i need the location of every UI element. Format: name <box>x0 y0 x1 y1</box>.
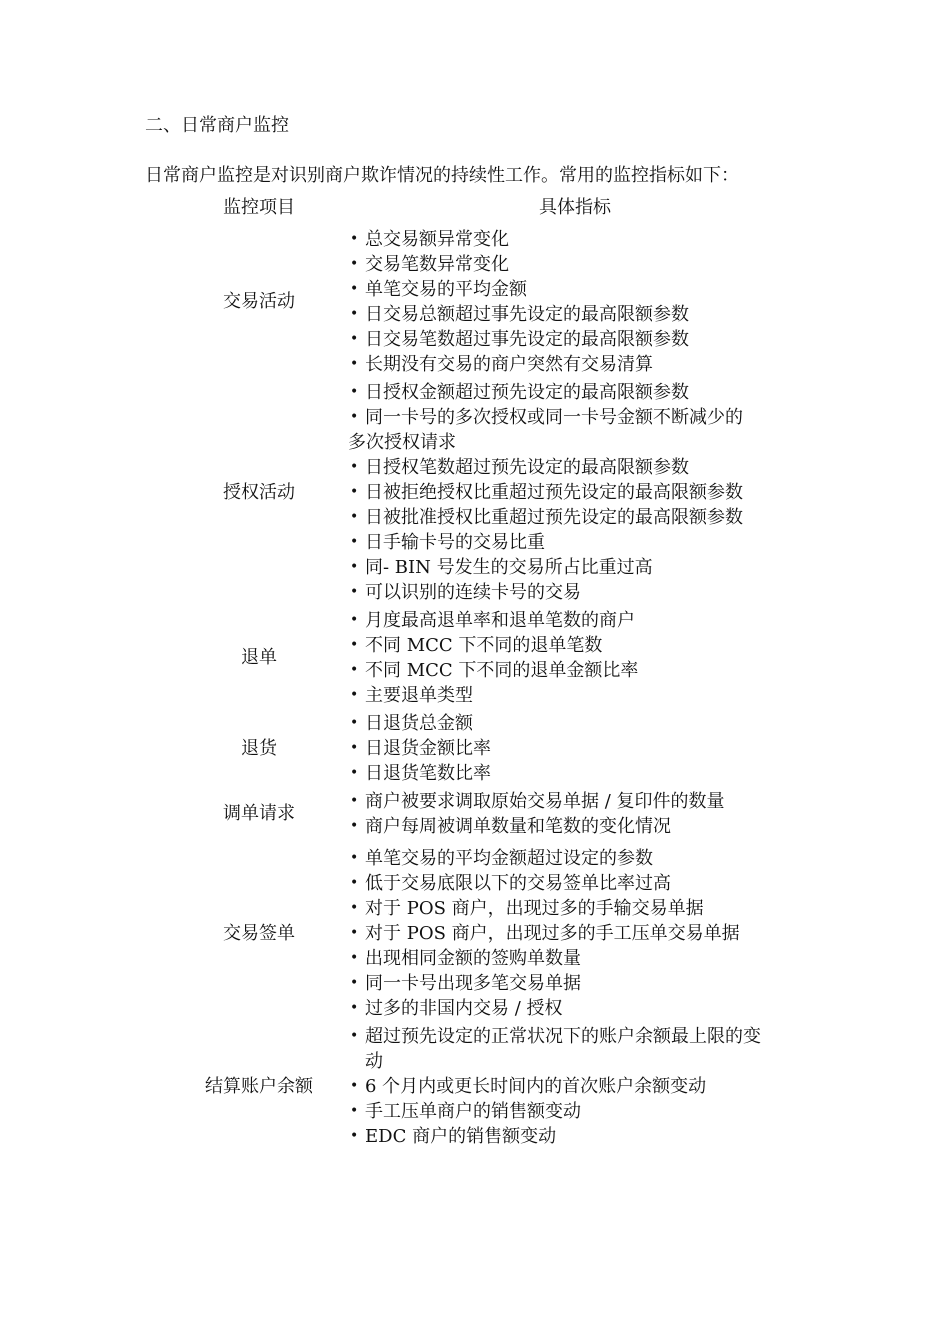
list-item: • 月度最高退单率和退单笔数的商户 <box>350 610 635 631</box>
group-transaction-activity <box>0 227 950 377</box>
indicator-list <box>350 789 810 839</box>
group-transaction-slips <box>0 846 950 1021</box>
monitoring-table <box>0 196 950 1149</box>
group-category: 交易签单 <box>223 922 295 944</box>
list-item: • 商户每周被调单数量和笔数的变化情况 <box>350 816 671 837</box>
group-chargeback <box>0 608 950 708</box>
list-item: • 日手输卡号的交易比重 <box>350 532 545 553</box>
list-item: • 低于交易底限以下的交易签单比率过高 <box>350 873 671 894</box>
list-item: • 不同 MCC 下不同的退单笔数 <box>350 635 603 656</box>
list-item: • 超过预先设定的正常状况下的账户余额最上限的变 <box>350 1026 761 1047</box>
list-item: • 6 个月内或更长时间内的首次账户余额变动 <box>350 1076 707 1097</box>
header-category: 监控项目 <box>223 197 295 218</box>
group-retrieval-request <box>0 789 950 839</box>
section-title: 二、日常商户监控 <box>145 115 289 136</box>
list-item: • 日退货笔数比率 <box>350 763 491 784</box>
list-item: • 单笔交易的平均金额超过设定的参数 <box>350 848 653 869</box>
list-item: • 单笔交易的平均金额 <box>350 279 527 300</box>
list-item: • 日交易笔数超过事先设定的最高限额参数 <box>350 329 689 350</box>
intro-paragraph: 日常商户监控是对识别商户欺诈情况的持续性工作。常用的监控指标如下： <box>145 165 739 186</box>
list-item: • 交易笔数异常变化 <box>350 254 509 275</box>
list-item: • 对于 POS 商户，出现过多的手输交易单据 <box>350 898 704 919</box>
table-header <box>0 196 950 224</box>
list-item: • EDC 商户的销售额变动 <box>350 1126 557 1147</box>
indicator-list <box>350 1024 810 1149</box>
group-authorization-activity <box>0 380 950 605</box>
list-item: • 日被批准授权比重超过预先设定的最高限额参数 <box>350 507 743 528</box>
list-item: • 主要退单类型 <box>350 685 473 706</box>
group-category: 调单请求 <box>223 803 295 824</box>
list-item: • 可以识别的连续卡号的交易 <box>350 582 581 603</box>
list-item: • 日退货金额比率 <box>350 738 491 759</box>
list-item: • 手工压单商户的销售额变动 <box>350 1101 581 1122</box>
group-settlement-balance <box>0 1024 950 1149</box>
list-item: • 总交易额异常变化 <box>350 229 509 250</box>
indicator-list <box>350 846 810 1021</box>
indicator-list <box>350 380 810 605</box>
header-indicators: 具体指标 <box>539 197 611 218</box>
group-category: 授权活动 <box>223 481 295 503</box>
list-item: • 出现相同金额的签购单数量 <box>350 948 581 969</box>
indicator-list <box>350 711 810 786</box>
indicator-list <box>350 227 810 377</box>
group-category: 交易活动 <box>223 291 295 312</box>
list-item: • 日退货总金额 <box>350 713 473 734</box>
list-item-continuation: 动 <box>365 1051 383 1072</box>
list-item: • 不同 MCC 下不同的退单金额比率 <box>350 660 639 681</box>
list-item: • 同- BIN 号发生的交易所占比重过高 <box>350 557 653 578</box>
list-item: • 商户被要求调取原始交易单据 / 复印件的数量 <box>350 791 725 812</box>
list-item: • 日授权金额超过预先设定的最高限额参数 <box>350 382 689 403</box>
list-item: • 同一卡号的多次授权或同一卡号金额不断减少的 <box>350 407 743 428</box>
group-returns <box>0 711 950 786</box>
list-item: • 日交易总额超过事先设定的最高限额参数 <box>350 304 689 325</box>
group-category: 退货 <box>241 737 277 759</box>
list-item: • 长期没有交易的商户突然有交易清算 <box>350 354 653 375</box>
list-item: • 同一卡号出现多笔交易单据 <box>350 973 581 994</box>
group-category: 结算账户余额 <box>205 1075 313 1097</box>
list-item: • 日授权笔数超过预先设定的最高限额参数 <box>350 457 689 478</box>
list-item: • 日被拒绝授权比重超过预先设定的最高限额参数 <box>350 482 743 503</box>
indicator-list <box>350 608 810 708</box>
list-item: • 对于 POS 商户，出现过多的手工压单交易单据 <box>350 923 740 944</box>
group-category: 退单 <box>241 647 277 668</box>
list-item: • 过多的非国内交易 / 授权 <box>350 998 563 1019</box>
list-item-continuation: 多次授权请求 <box>348 432 456 453</box>
